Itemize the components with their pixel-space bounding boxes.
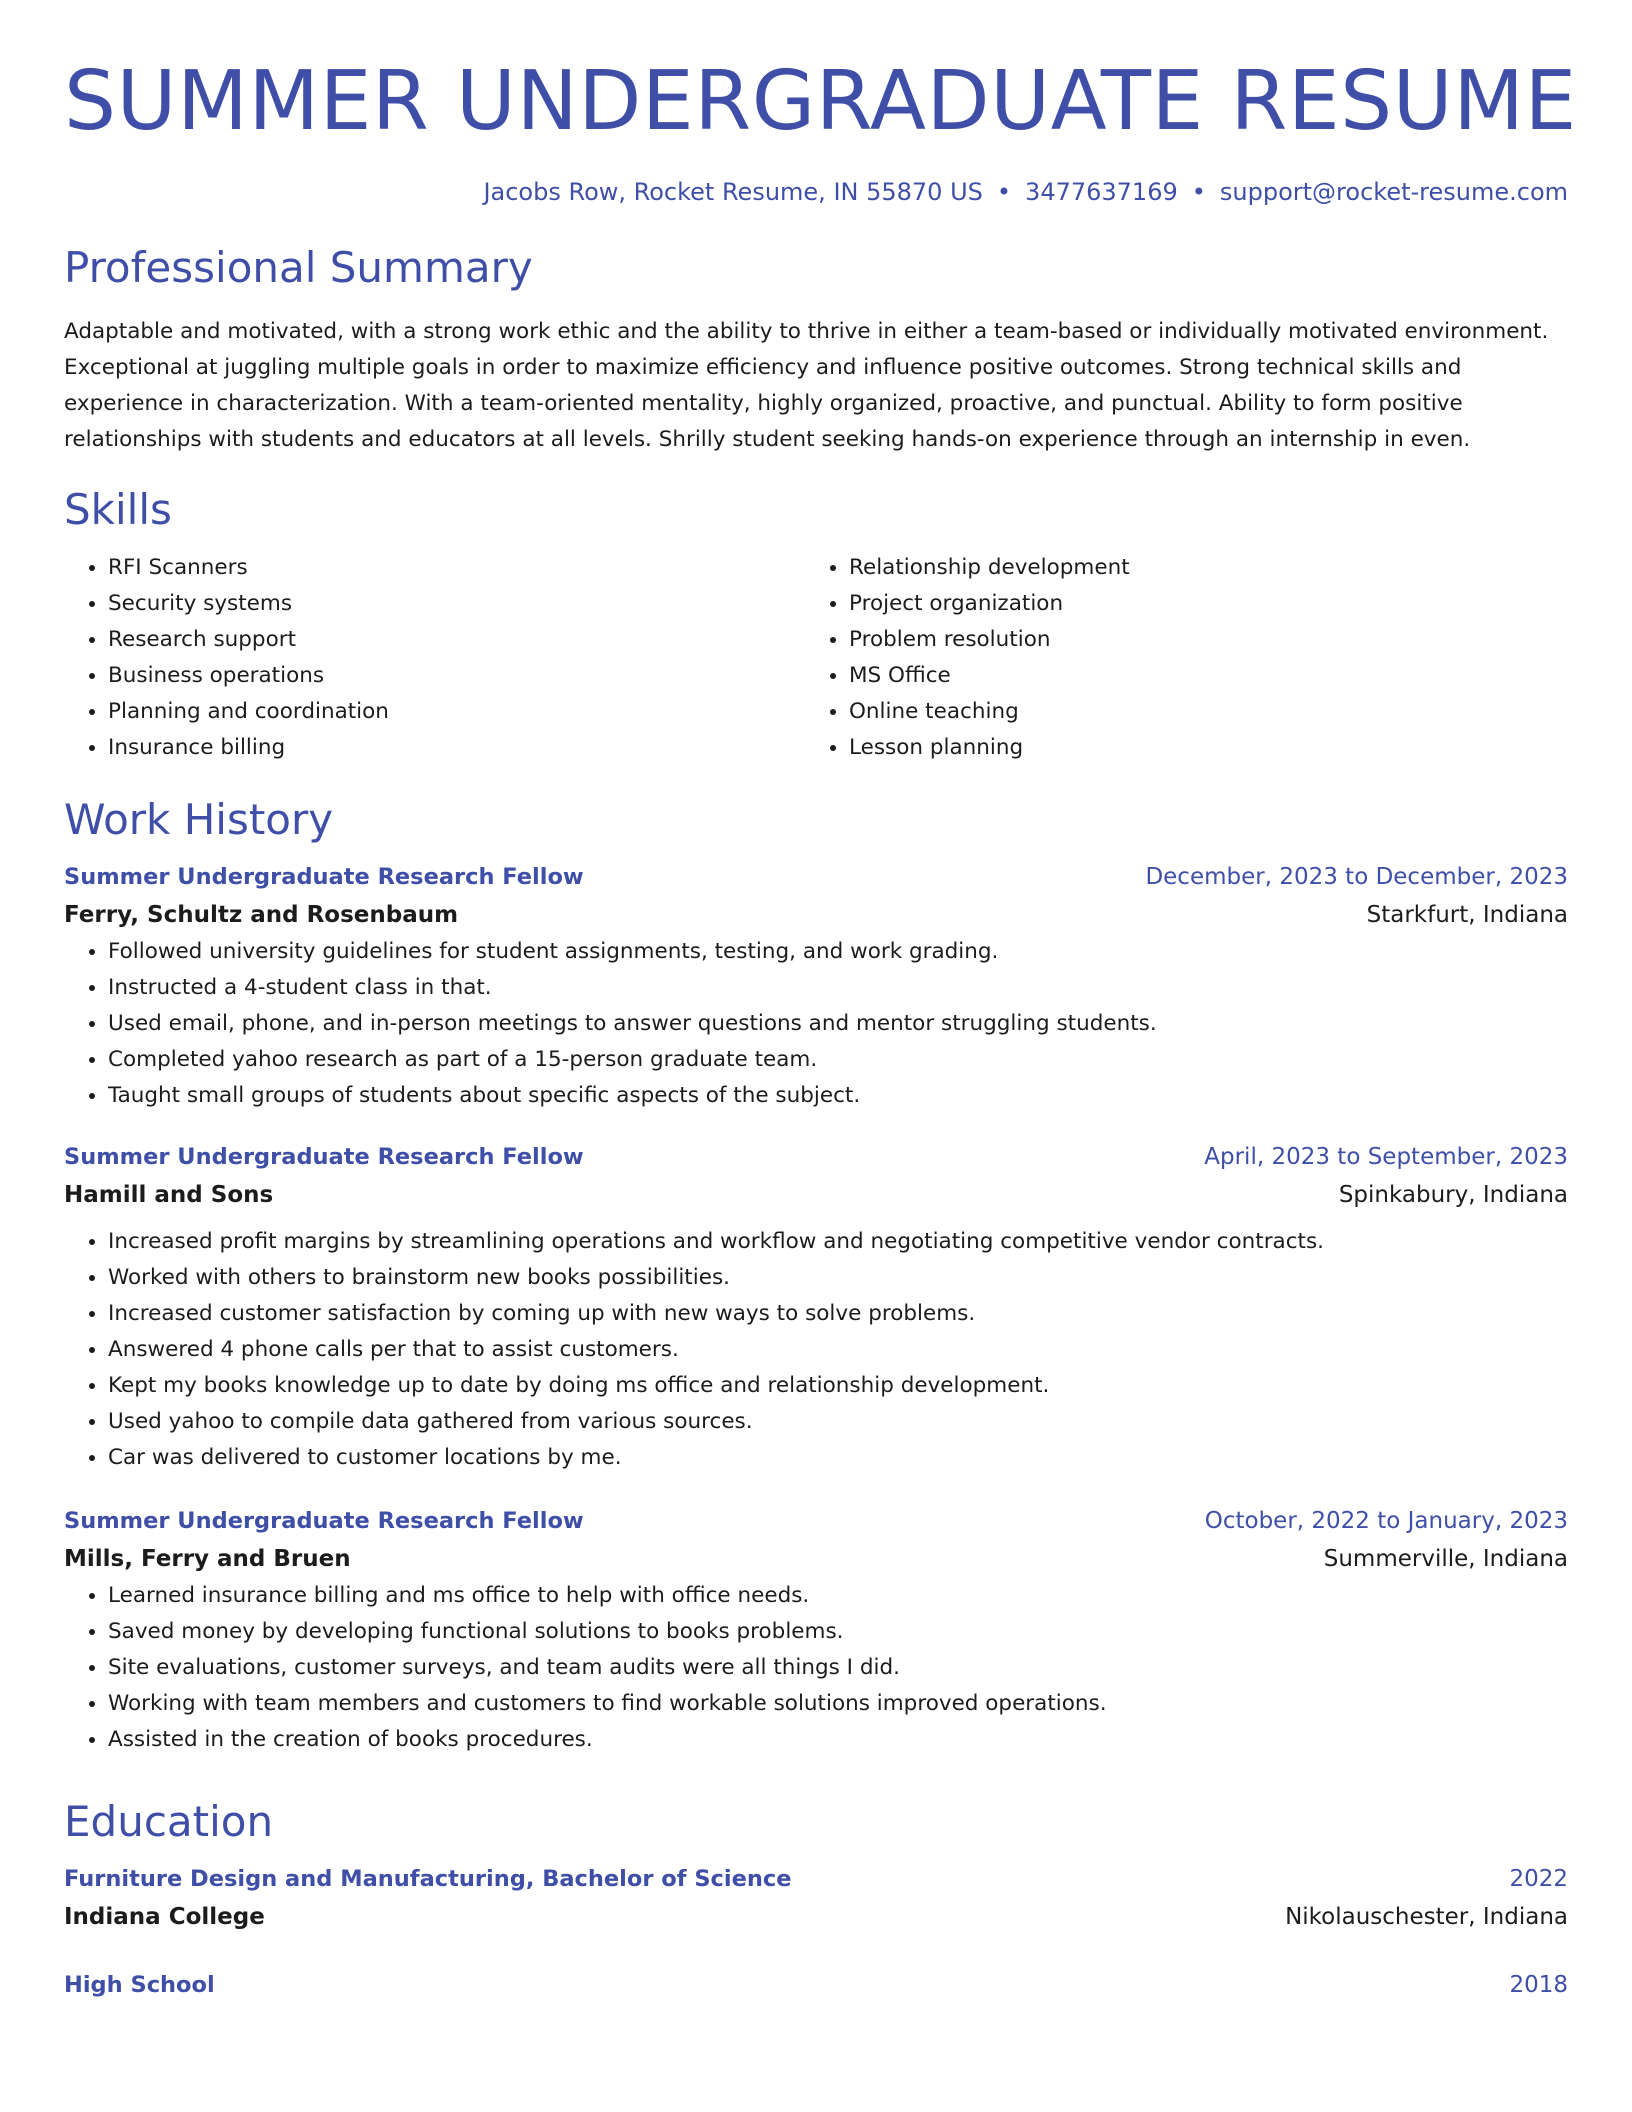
job-dates: December, 2023 to December, 2023 [1145, 864, 1568, 890]
education-subheader [64, 1898, 1568, 1936]
job-role: Summer Undergraduate Research Fellow [64, 1144, 584, 1170]
contact-address: Jacobs Row, Rocket Resume, IN 55870 US [483, 178, 983, 206]
job-bullet: • Increased customer satisfaction by coming up with new ways to solve problems. [108, 1296, 1568, 1332]
job-bullet: • Saved money by developing functional solutions to books problems. [108, 1614, 1568, 1650]
education-year: 2022 [1509, 1866, 1568, 1892]
education-location: Nikolauschester, Indiana [1285, 1904, 1568, 1930]
job-company: Hamill and Sons [64, 1182, 274, 1208]
job-bullet: • Taught small groups of students about specific aspects of the subject. [108, 1078, 1568, 1114]
job-bullets [64, 1578, 1568, 1758]
job-entry [64, 858, 1568, 1114]
skill-item: • Project organization [849, 586, 1546, 622]
skill-item: • Business operations [108, 658, 805, 694]
contact-separator: • [996, 178, 1012, 206]
job-bullet: • Kept my books knowledge up to date by doing ms office and relationship development. [108, 1368, 1568, 1404]
skill-item: • MS Office [849, 658, 1546, 694]
skill-item: • Planning and coordination [108, 694, 805, 730]
job-bullet: • Increased profit margins by streamlining operations and workflow and negotiating competitive vendor contracts. [108, 1224, 1568, 1260]
job-header [64, 858, 1568, 896]
job-bullet: • Followed university guidelines for student assignments, testing, and work grading. [108, 934, 1568, 970]
education-header [64, 1966, 1568, 2004]
skill-item: • Security systems [108, 586, 805, 622]
education-degree: Furniture Design and Manufacturing, Bachelor of Science [64, 1866, 792, 1892]
job-bullets [64, 1224, 1568, 1476]
contact-separator: • [1191, 178, 1206, 206]
job-location: Summerville, Indiana [1323, 1546, 1568, 1572]
skill-item: • RFI Scanners [108, 550, 805, 586]
job-role: Summer Undergraduate Research Fellow [64, 1508, 584, 1534]
education-entry [64, 1966, 1568, 2004]
skill-item: • Lesson planning [849, 730, 1546, 766]
contact-email: support@rocket-resume.com [1219, 178, 1568, 206]
job-bullets [64, 934, 1568, 1114]
education-school: Indiana College [64, 1904, 265, 1930]
summary-text: Adaptable and motivated, with a strong work ethic and the ability to thrive in either a team-based or individually motivated environment. Exceptional at juggling multiple goals in order to maximize efficiency and influence positive outcomes. Strong technical skills and experience in characterization. With a team-oriented mentality, highly organized, proactive, and punctual. Ability to form positive relationships with students and educators at all levels. Shrilly student seeking hands-on experience through an internship in even. [64, 319, 1549, 452]
skill-item: • Research support [108, 622, 805, 658]
education-year: 2018 [1509, 1972, 1568, 1998]
job-subheader [64, 1540, 1568, 1578]
job-location: Starkfurt, Indiana [1366, 902, 1568, 928]
job-bullet: • Instructed a 4-student class in that. [108, 970, 1568, 1006]
skills-column-right [805, 550, 1546, 766]
job-bullet: • Site evaluations, customer surveys, and team audits were all things I did. [108, 1650, 1568, 1686]
job-bullet: • Worked with others to brainstorm new books possibilities. [108, 1260, 1568, 1296]
job-dates: October, 2022 to January, 2023 [1204, 1508, 1568, 1534]
contact-phone: 3477637169 [1025, 178, 1178, 206]
education-heading: Education [64, 1797, 274, 1846]
job-header [64, 1138, 1568, 1176]
job-bullet: • Used yahoo to compile data gathered from various sources. [108, 1404, 1568, 1440]
skill-item: • Relationship development [849, 550, 1546, 586]
job-bullet: • Completed yahoo research as part of a 15-person graduate team. [108, 1042, 1568, 1078]
job-subheader [64, 896, 1568, 934]
education-degree: High School [64, 1972, 215, 1998]
skills-column-left [64, 550, 805, 766]
job-bullet: • Working with team members and customers to find workable solutions improved operations. [108, 1686, 1568, 1722]
resume-title: SUMMER UNDERGRADUATE RESUME [64, 54, 1577, 149]
job-subheader [64, 1176, 1568, 1214]
education-header [64, 1860, 1568, 1898]
skill-item: • Online teaching [849, 694, 1546, 730]
job-header [64, 1502, 1568, 1540]
job-bullet: • Used email, phone, and in-person meetings to answer questions and mentor struggling students. [108, 1006, 1568, 1042]
job-dates: April, 2023 to September, 2023 [1204, 1144, 1568, 1170]
contact-line [64, 176, 1568, 208]
skills-heading: Skills [64, 485, 172, 534]
job-company: Mills, Ferry and Bruen [64, 1546, 351, 1572]
summary-heading: Professional Summary [64, 243, 533, 292]
job-location: Spinkabury, Indiana [1338, 1182, 1568, 1208]
job-bullet: • Learned insurance billing and ms office to help with office needs. [108, 1578, 1568, 1614]
skills-list [64, 550, 1568, 766]
work-history-heading: Work History [64, 795, 334, 844]
skill-item: • Insurance billing [108, 730, 805, 766]
job-role: Summer Undergraduate Research Fellow [64, 864, 584, 890]
job-bullet: • Answered 4 phone calls per that to assist customers. [108, 1332, 1568, 1368]
skill-item: • Problem resolution [849, 622, 1546, 658]
job-company: Ferry, Schultz and Rosenbaum [64, 902, 459, 928]
job-bullet: • Assisted in the creation of books procedures. [108, 1722, 1568, 1758]
job-entry [64, 1138, 1568, 1476]
education-entry [64, 1860, 1568, 1936]
job-bullet: • Car was delivered to customer locations by me. [108, 1440, 1568, 1476]
job-entry [64, 1502, 1568, 1758]
